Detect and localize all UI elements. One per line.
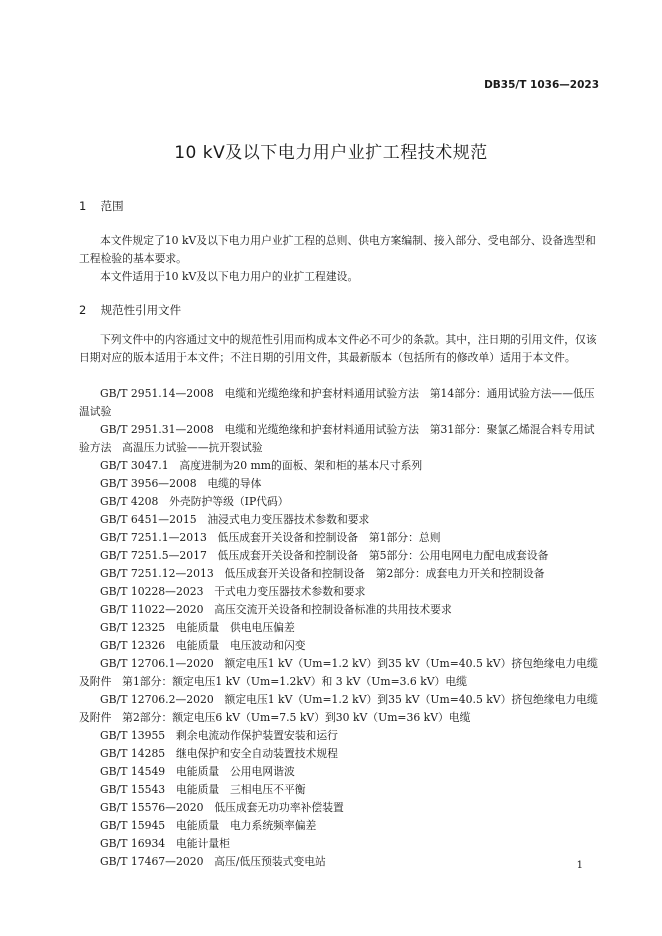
reference-item: GB/T 3047.1 高度进制为20 mm的面板、架和柜的基本尺寸系列 (100, 459, 423, 472)
section-2-intro (79, 331, 601, 367)
reference-item: GB/T 3956—2008 电缆的导体 (100, 477, 262, 490)
scope-paragraph-1: 本文件规定了10 kV及以下电力用户业扩工程的总则、供电方案编制、接入部分、受电部分、设备选型和工程检验的基本要求。 (79, 234, 596, 265)
reference-item: GB/T 15945 电能质量 电力系统频率偏差 (100, 819, 317, 832)
reference-item: GB/T 7251.5—2017 低压成套开关设备和控制设备 第5部分：公用电网电力配电成套设备 (100, 549, 549, 562)
references-intro-paragraph: 下列文件中的内容通过文中的规范性引用而构成本文件必不可少的条款。其中，注日期的引用文件，仅该日期对应的版本适用于本文件；不注日期的引用文件，其最新版本（包括所有的修改单）适用于本文件。 (79, 333, 597, 364)
reference-item: GB/T 17467—2020 高压/低压预装式变电站 (100, 855, 326, 868)
reference-item: GB/T 12706.1—2020 额定电压1 kV（Um=1.2 kV）到35 kV（Um=40.5 kV）挤包绝缘电力电缆及附件 第1部分：额定电压1 kV（Um=1.2kV）和 3 kV（Um=3.6 kV）电缆 (79, 657, 598, 688)
section-1-body (79, 232, 601, 286)
reference-item: GB/T 13955 剩余电流动作保护装置安装和运行 (100, 729, 338, 742)
reference-item: GB/T 14285 继电保护和安全自动装置技术规程 (100, 747, 338, 760)
scope-paragraph-2: 本文件适用于10 kV及以下电力用户的业扩工程建设。 (100, 270, 359, 283)
reference-item: GB/T 6451—2015 油浸式电力变压器技术参数和要求 (100, 513, 370, 526)
section-2-number: 2 (79, 303, 87, 317)
reference-item: GB/T 12325 电能质量 供电电压偏差 (100, 621, 295, 634)
reference-item: GB/T 7251.12—2013 低压成套开关设备和控制设备 第2部分：成套电力开关和控制设备 (100, 567, 545, 580)
reference-item: GB/T 2951.31—2008 电缆和光缆绝缘和护套材料通用试验方法 第31部分：聚氯乙烯混合料专用试验方法 高温压力试验——抗开裂试验 (79, 423, 595, 454)
reference-item: GB/T 15543 电能质量 三相电压不平衡 (100, 783, 306, 796)
document-title: 10 kV及以下电力用户业扩工程技术规范 (174, 143, 488, 163)
section-1-title: 范围 (100, 199, 124, 213)
reference-item: GB/T 7251.1—2013 低压成套开关设备和控制设备 第1部分：总则 (100, 531, 441, 544)
section-1-number: 1 (79, 199, 87, 213)
reference-item: GB/T 16934 电能计量柜 (100, 837, 230, 850)
reference-item: GB/T 12326 电能质量 电压波动和闪变 (100, 639, 306, 652)
reference-item: GB/T 15576—2020 低压成套无功功率补偿装置 (100, 801, 344, 814)
reference-item: GB/T 12706.2—2020 额定电压1 kV（Um=1.2 kV）到35 kV（Um=40.5 kV）挤包绝缘电力电缆及附件 第2部分：额定电压6 kV（Um=7.5 kV）到30 kV（Um=36 kV）电缆 (79, 693, 598, 724)
reference-item: GB/T 4208 外壳防护等级（IP代码） (100, 495, 289, 508)
reference-item: GB/T 11022—2020 高压交流开关设备和控制设备标准的共用技术要求 (100, 603, 452, 616)
section-2-heading (79, 302, 181, 318)
reference-item: GB/T 2951.14—2008 电缆和光缆绝缘和护套材料通用试验方法 第14部分：通用试验方法——低压温试验 (79, 387, 595, 418)
standard-code: DB35/T 1036—2023 (484, 79, 599, 91)
reference-item: GB/T 14549 电能质量 公用电网谐波 (100, 765, 295, 778)
page-number: 1 (576, 860, 583, 871)
normative-reference-list (79, 385, 601, 871)
section-1-heading (79, 198, 124, 214)
reference-item: GB/T 10228—2023 干式电力变压器技术参数和要求 (100, 585, 366, 598)
section-2-title: 规范性引用文件 (100, 303, 182, 317)
